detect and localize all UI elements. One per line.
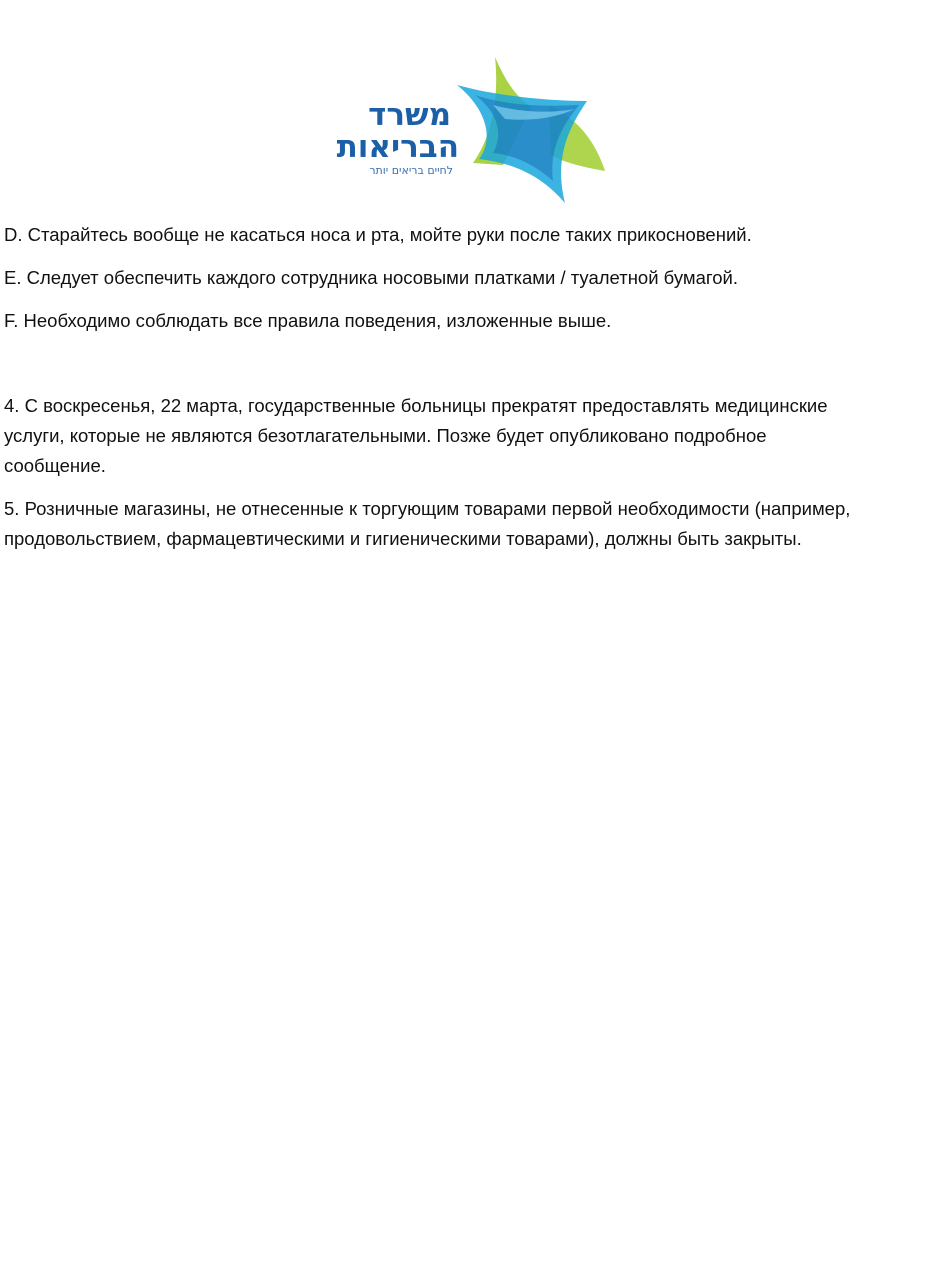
star-logo-icon: [453, 55, 608, 207]
logo-hebrew-line2: הבריאות: [336, 129, 459, 165]
paragraph-e: E. Следует обеспечить каждого сотрудника носовыми платками / туалетной бумагой.: [4, 267, 739, 288]
paragraph-5: [4, 494, 850, 554]
paragraph-d: D. Старайтесь вообще не касаться носа и рта, мойте руки после таких прикосновений.: [4, 224, 752, 245]
logo-hebrew-line1: משרד: [368, 97, 451, 133]
ministry-of-health-logo: [325, 55, 610, 207]
paragraph-4-line: сообщение.: [4, 455, 106, 476]
paragraph-4-line: услуги, которые не являются безотлагательными. Позже будет опубликовано подробное: [4, 425, 767, 446]
paragraph-5-line: продовольствием, фармацевтическими и гигиеническими товарами), должны быть закрыты.: [4, 528, 802, 549]
paragraph-4: [4, 391, 828, 481]
paragraph-5-line: 5. Розничные магазины, не отнесенные к торгующим товарами первой необходимости (например,: [4, 498, 851, 519]
paragraph-4-line: 4. С воскресенья, 22 марта, государственные больницы прекратят предоставлять медицинские: [4, 395, 828, 416]
paragraph-f: F. Необходимо соблюдать все правила поведения, изложенные выше.: [4, 310, 612, 331]
logo-tagline: לחיים בריאים יותר: [369, 164, 453, 177]
